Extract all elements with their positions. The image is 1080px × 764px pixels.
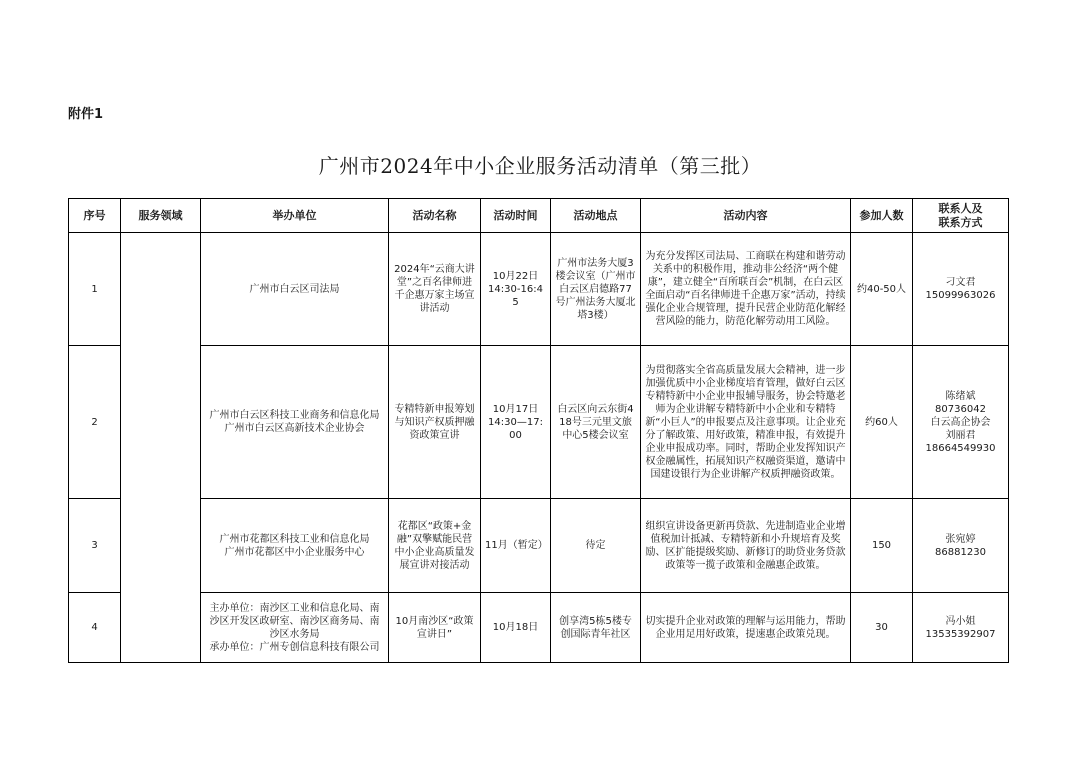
row-no: 1 (69, 233, 121, 346)
row-organizer: 广州市白云区司法局 (201, 233, 389, 346)
row-activity-time: 10月17日 14:30—17:00 (481, 346, 551, 499)
row-activity-venue: 待定 (551, 499, 641, 593)
row-activity-venue: 广州市法务大厦3楼会议室（广州市白云区启德路77号广州法务大厦北塔3楼） (551, 233, 641, 346)
header-contact: 联系人及 联系方式 (913, 199, 1009, 233)
row-activity-content: 为充分发挥区司法局、工商联在构建和谐劳动关系中的积极作用，推动非公经济“两个健康”，建立健全“百所联百会”机制，在白云区全面启动“百名律师进千企惠万家”活动，持续强化企业合规管理，提升民营企业防范化解经营风险的能力，防范化解劳动用工风险。 (641, 233, 851, 346)
header-no: 序号 (69, 199, 121, 233)
table-row (69, 346, 1009, 499)
row-participants: 约60人 (851, 346, 913, 499)
header-participants: 参加人数 (851, 199, 913, 233)
activity-table (68, 198, 1009, 663)
header-organizer: 举办单位 (201, 199, 389, 233)
row-contact: 陈绪斌 80736042 白云高企协会 刘丽君 18664549930 (913, 346, 1009, 499)
row-activity-name: 专精特新申报筹划与知识产权质押融资政策宣讲 (389, 346, 481, 499)
header-name: 活动名称 (389, 199, 481, 233)
service-domain-cell (121, 233, 201, 663)
row-activity-time: 10月22日 14:30-16:45 (481, 233, 551, 346)
row-activity-venue: 创享湾5栋5楼专创国际青年社区 (551, 593, 641, 663)
row-no: 2 (69, 346, 121, 499)
row-activity-time: 11月（暂定） (481, 499, 551, 593)
row-participants: 30 (851, 593, 913, 663)
document-title: 广州市2024年中小企业服务活动清单（第三批） (318, 154, 762, 178)
row-organizer: 广州市花都区科技工业和信息化局 广州市花都区中小企业服务中心 (201, 499, 389, 593)
header-row (69, 199, 1009, 233)
row-contact: 冯小姐 13535392907 (913, 593, 1009, 663)
row-activity-time: 10月18日 (481, 593, 551, 663)
row-activity-venue: 白云区向云东街418号三元里文旅中心5楼会议室 (551, 346, 641, 499)
row-activity-content: 为贯彻落实全省高质量发展大会精神，进一步加强优质中小企业梯度培育管理，做好白云区专精特新中小企业申报辅导服务，协会特邀老师为企业讲解专精特新中小企业和专精特新“小巨人”的申报要点及注意事项。让企业充分了解政策、用好政策，精准申报，有效提升企业申报成功率。同时，帮助企业发挥知识产权金融属性，拓展知识产权融资渠道，邀请中国建设银行为企业讲解产权质押融资政策。 (641, 346, 851, 499)
row-contact: 刁文君 15099963026 (913, 233, 1009, 346)
table-row (69, 593, 1009, 663)
row-activity-content: 组织宣讲设备更新再贷款、先进制造业企业增值税加计抵减、专精特新和小升规培育及奖励、区扩能提级奖励、新修订的助贷业务贷款政策等一揽子政策和金融惠企政策。 (641, 499, 851, 593)
row-participants: 约40-50人 (851, 233, 913, 346)
row-activity-content: 切实提升企业对政策的理解与运用能力，帮助企业用足用好政策，提速惠企政策兑现。 (641, 593, 851, 663)
row-no: 3 (69, 499, 121, 593)
header-content: 活动内容 (641, 199, 851, 233)
attachment-label: 附件1 (68, 107, 104, 122)
row-organizer: 主办单位：南沙区工业和信息化局、南沙区开发区政研室、南沙区商务局、南沙区水务局 承办单位：广州专创信息科技有限公司 (201, 593, 389, 663)
table-row (69, 233, 1009, 346)
row-no: 4 (69, 593, 121, 663)
row-activity-name: 花都区“政策+金融”双擎赋能民营中小企业高质量发展宣讲对接活动 (389, 499, 481, 593)
table-row (69, 499, 1009, 593)
header-venue: 活动地点 (551, 199, 641, 233)
row-contact: 张宛婷 86881230 (913, 499, 1009, 593)
row-organizer: 广州市白云区科技工业商务和信息化局 广州市白云区高新技术企业协会 (201, 346, 389, 499)
row-activity-name: 2024年“云商大讲堂”之百名律师进千企惠万家主场宣讲活动 (389, 233, 481, 346)
header-time: 活动时间 (481, 199, 551, 233)
row-participants: 150 (851, 499, 913, 593)
header-domain: 服务领域 (121, 199, 201, 233)
row-activity-name: 10月南沙区“政策宣讲日” (389, 593, 481, 663)
